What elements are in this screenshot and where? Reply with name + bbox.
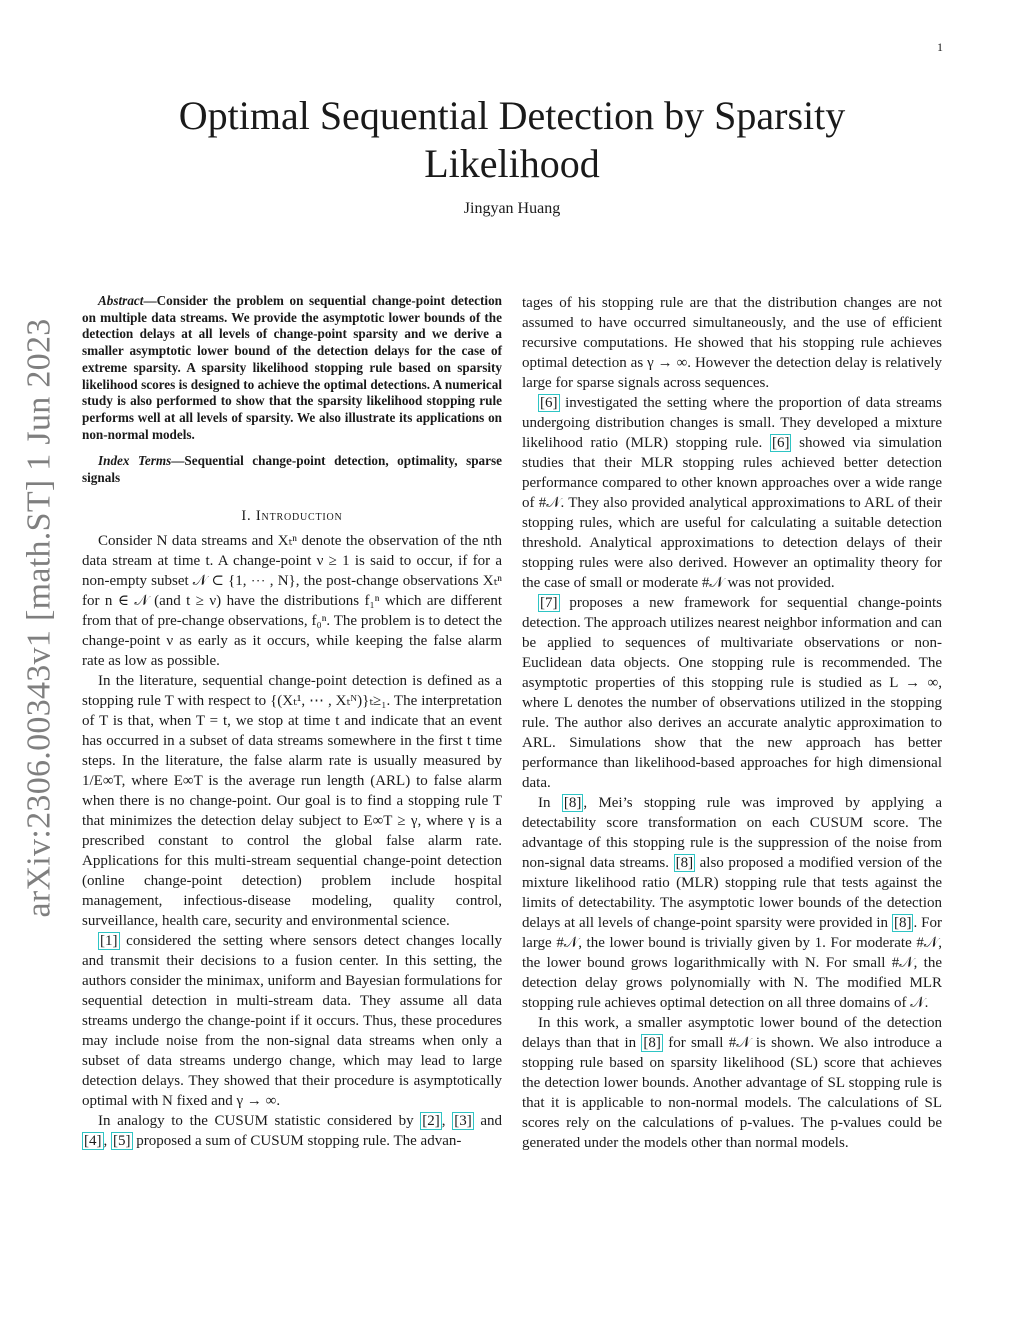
paragraph <box>522 593 942 793</box>
abstract <box>82 293 502 443</box>
paragraph-text: , <box>441 1112 453 1129</box>
citation-link[interactable]: [5] <box>113 1132 131 1149</box>
paragraph-text: . For large #𝒩, the lower bound is trivially given by 1. For moderate #𝒩, the lower bound grows logarithmically with N. For small #𝒩, the detection delay grows polynomially with N. The modified MLR stopping rule achieves optimal detection on all three domains of 𝒩. <box>522 915 942 1011</box>
index-terms <box>82 453 502 486</box>
paragraph-text: proposed a sum of CUSUM stopping rule. The advan- <box>132 1132 462 1149</box>
paragraph-text: In <box>538 795 562 811</box>
index-terms-label: Index Terms <box>98 453 172 469</box>
citation-link[interactable]: [2] <box>422 1112 440 1129</box>
paragraph <box>82 931 502 1111</box>
citation-link[interactable]: [1] <box>100 932 118 949</box>
paragraph-text: also proposed a modified version of the mixture likelihood ratio (MLR) stopping rule that tests against the limits of detectability. The asymptotic lower bounds of the detection delays at all levels of change-point sparsity were provided in <box>522 855 942 931</box>
arxiv-watermark <box>12 318 68 918</box>
paragraph-text: , <box>103 1132 111 1149</box>
citation-link[interactable]: [8] <box>563 795 582 811</box>
author-name: Jingyan Huang <box>463 200 561 217</box>
arxiv-id-text: arXiv:2306.00343v1 [math.ST] 1 Jun 2023 <box>21 318 59 918</box>
paper-title: Optimal Sequential Detection by Sparsity Likelihood <box>178 93 846 186</box>
paragraph <box>522 793 942 1013</box>
left-column <box>82 293 502 1151</box>
paragraph-text: proposes a new framework for sequential change-points detection. The approach utilizes nearest neighbor information and can be applied to sequences of multivariate observations or non-Euclidean data objects. One stopping rule is recommended. The asymptotic properties of this stopping rule is studied as L → ∞, where L denotes the number of observations utilized in the stopping rule. The author also derives an accurate analytic approximation to ARL. Simulations show that the new approach has better performance than likelihood-based approaches for high dimensional data. <box>522 595 942 791</box>
section-heading-introduction <box>82 506 502 526</box>
citation-link[interactable]: [3] <box>454 1112 472 1129</box>
paragraph: In the literature, sequential change-point detection is defined as a stopping rule T with respect to {(Xₜ¹, ⋯ , Xₜᴺ)}ₜ≥₁. The interpretation of T is that, when T = t, we stop at time t and indicate that an event has occurred in a subset of data streams somewhere in the first t time steps. In the literature, the false alarm rate is usually measured by 1/E∞T, where E∞T is the average run length (ARL) to false alarm when there is no change-point. Our goal is to find a stopping rule T that minimizes the detection delay subject to E∞T ≥ γ, where γ is a prescribed constant to control the global false alarm rate. Applications for this multi-stream sequential change-point detection (online change-point detection) problem include hospital management, infectious-disease modeling, quality control, surveillance, health care, security and environmental science. <box>82 672 502 929</box>
section-title: Introduction <box>255 507 343 524</box>
citation-link[interactable]: [6] <box>771 435 790 451</box>
citation-link[interactable]: [8] <box>675 855 694 871</box>
paragraph <box>82 1111 502 1151</box>
paragraph-text: showed via simulation studies that their MLR stopping rules achieved better detection performance compared to other known approaches over a wide range of #𝒩. They also provided analytical approximations to ARL of their stopping rules, which are useful for calculating a suitable detection threshold. Analytical approximations to detection delays of their stopping rules were also derived. However an optimality theory for the case of small or moderate #𝒩 was not provided. <box>522 435 942 591</box>
abstract-text: —Consider the problem on sequential change-point detection on multiple data streams. We provide the asymptotic lower bounds of the detection delays at all levels of change-point sparsity and we derive a smaller asymptotic lower bound of the detection delays for the case of extreme sparsity. A sparsity likelihood stopping rule based on sparsity likelihood scores is designed to achieve the optimal detections. A numerical study is also performed to show that the sparsity likelihood stopping rule performs well at all levels of sparsity. We also illustrate its applications on non-normal models. <box>82 293 502 442</box>
paragraph: tages of his stopping rule are that the distribution changes are not assumed to have occurred simultaneously, and the use of efficient recursive computations. He showed that his stopping rule achieves optimal detection as γ → ∞. However the detection delay is relatively large for sparse signals across sequences. <box>522 295 942 391</box>
paragraph-text: and <box>473 1112 503 1129</box>
citation-link[interactable]: [6] <box>540 395 558 411</box>
citation-link[interactable]: [8] <box>643 1035 661 1051</box>
paragraph-text: considered the setting where sensors detect changes locally and transmit their decisions to a fusion center. In this setting, the authors consider the minimax, uniform and Bayesian formulations for sequential detection in multi-stream data. They assume all data streams undergo the change-point if it occurs. Thus, these procedures may include noise from the non-signal data streams when only a subset of data streams undergo change, which may lead to large detection delays. They showed that their procedure is asymptotically optimal with N fixed and γ → ∞. <box>82 932 502 1109</box>
abstract-label: Abstract <box>98 293 144 308</box>
citation-link[interactable]: [8] <box>893 915 912 931</box>
paragraph <box>522 1013 942 1153</box>
paragraph-text: investigated the setting where the proportion of data streams undergoing distribution changes is small. They developed a mixture likelihood ratio (MLR) stopping rule. <box>522 395 942 451</box>
paragraph-text: In this work, a smaller asymptotic lower bound of the detection delays than that in <box>522 1015 942 1051</box>
paragraph-text: , Mei’s stopping rule was improved by applying a detectability score transformation on each CUSUM score. The advantage of this stopping rule is the suppression of the noise from non-signal data streams. <box>522 795 942 871</box>
paragraph: Consider N data streams and Xₜⁿ denote the observation of the nth data stream at time t. A change-point ν ≥ 1 is said to occur, if for a non-empty subset 𝒩 ⊂ {1, ⋯ , N}, the post-change observations Xₜⁿ for n ∈ 𝒩 (and t ≥ ν) have the distributions f₁ⁿ which are different from that of pre-change observations, f₀ⁿ. The problem is to detect the change-point ν as early as it occurs, while keeping the false alarm rate as low as possible. <box>82 532 502 669</box>
paragraph-text: for small #𝒩 is shown. We also introduce a stopping rule based on sparsity likelihood (SL) score that achieves the detection lower bounds. Another advantage of SL stopping rule is that it is applicable to non-normal models. The calculations of SL scores rely on the calculations of p-values. The p-values could be generated under the models other than normal models. <box>522 1035 943 1151</box>
right-column <box>522 293 942 1153</box>
citation-link[interactable]: [7] <box>540 595 558 611</box>
paragraph <box>522 393 942 593</box>
page-number: 1 <box>937 40 943 54</box>
section-number: I. <box>241 507 252 524</box>
index-terms-text: —Sequential change-point detection, optimality, sparse signals <box>82 453 502 486</box>
citation-link[interactable]: [4] <box>84 1132 102 1149</box>
paragraph-text: In analogy to the CUSUM statistic considered by <box>98 1112 421 1129</box>
